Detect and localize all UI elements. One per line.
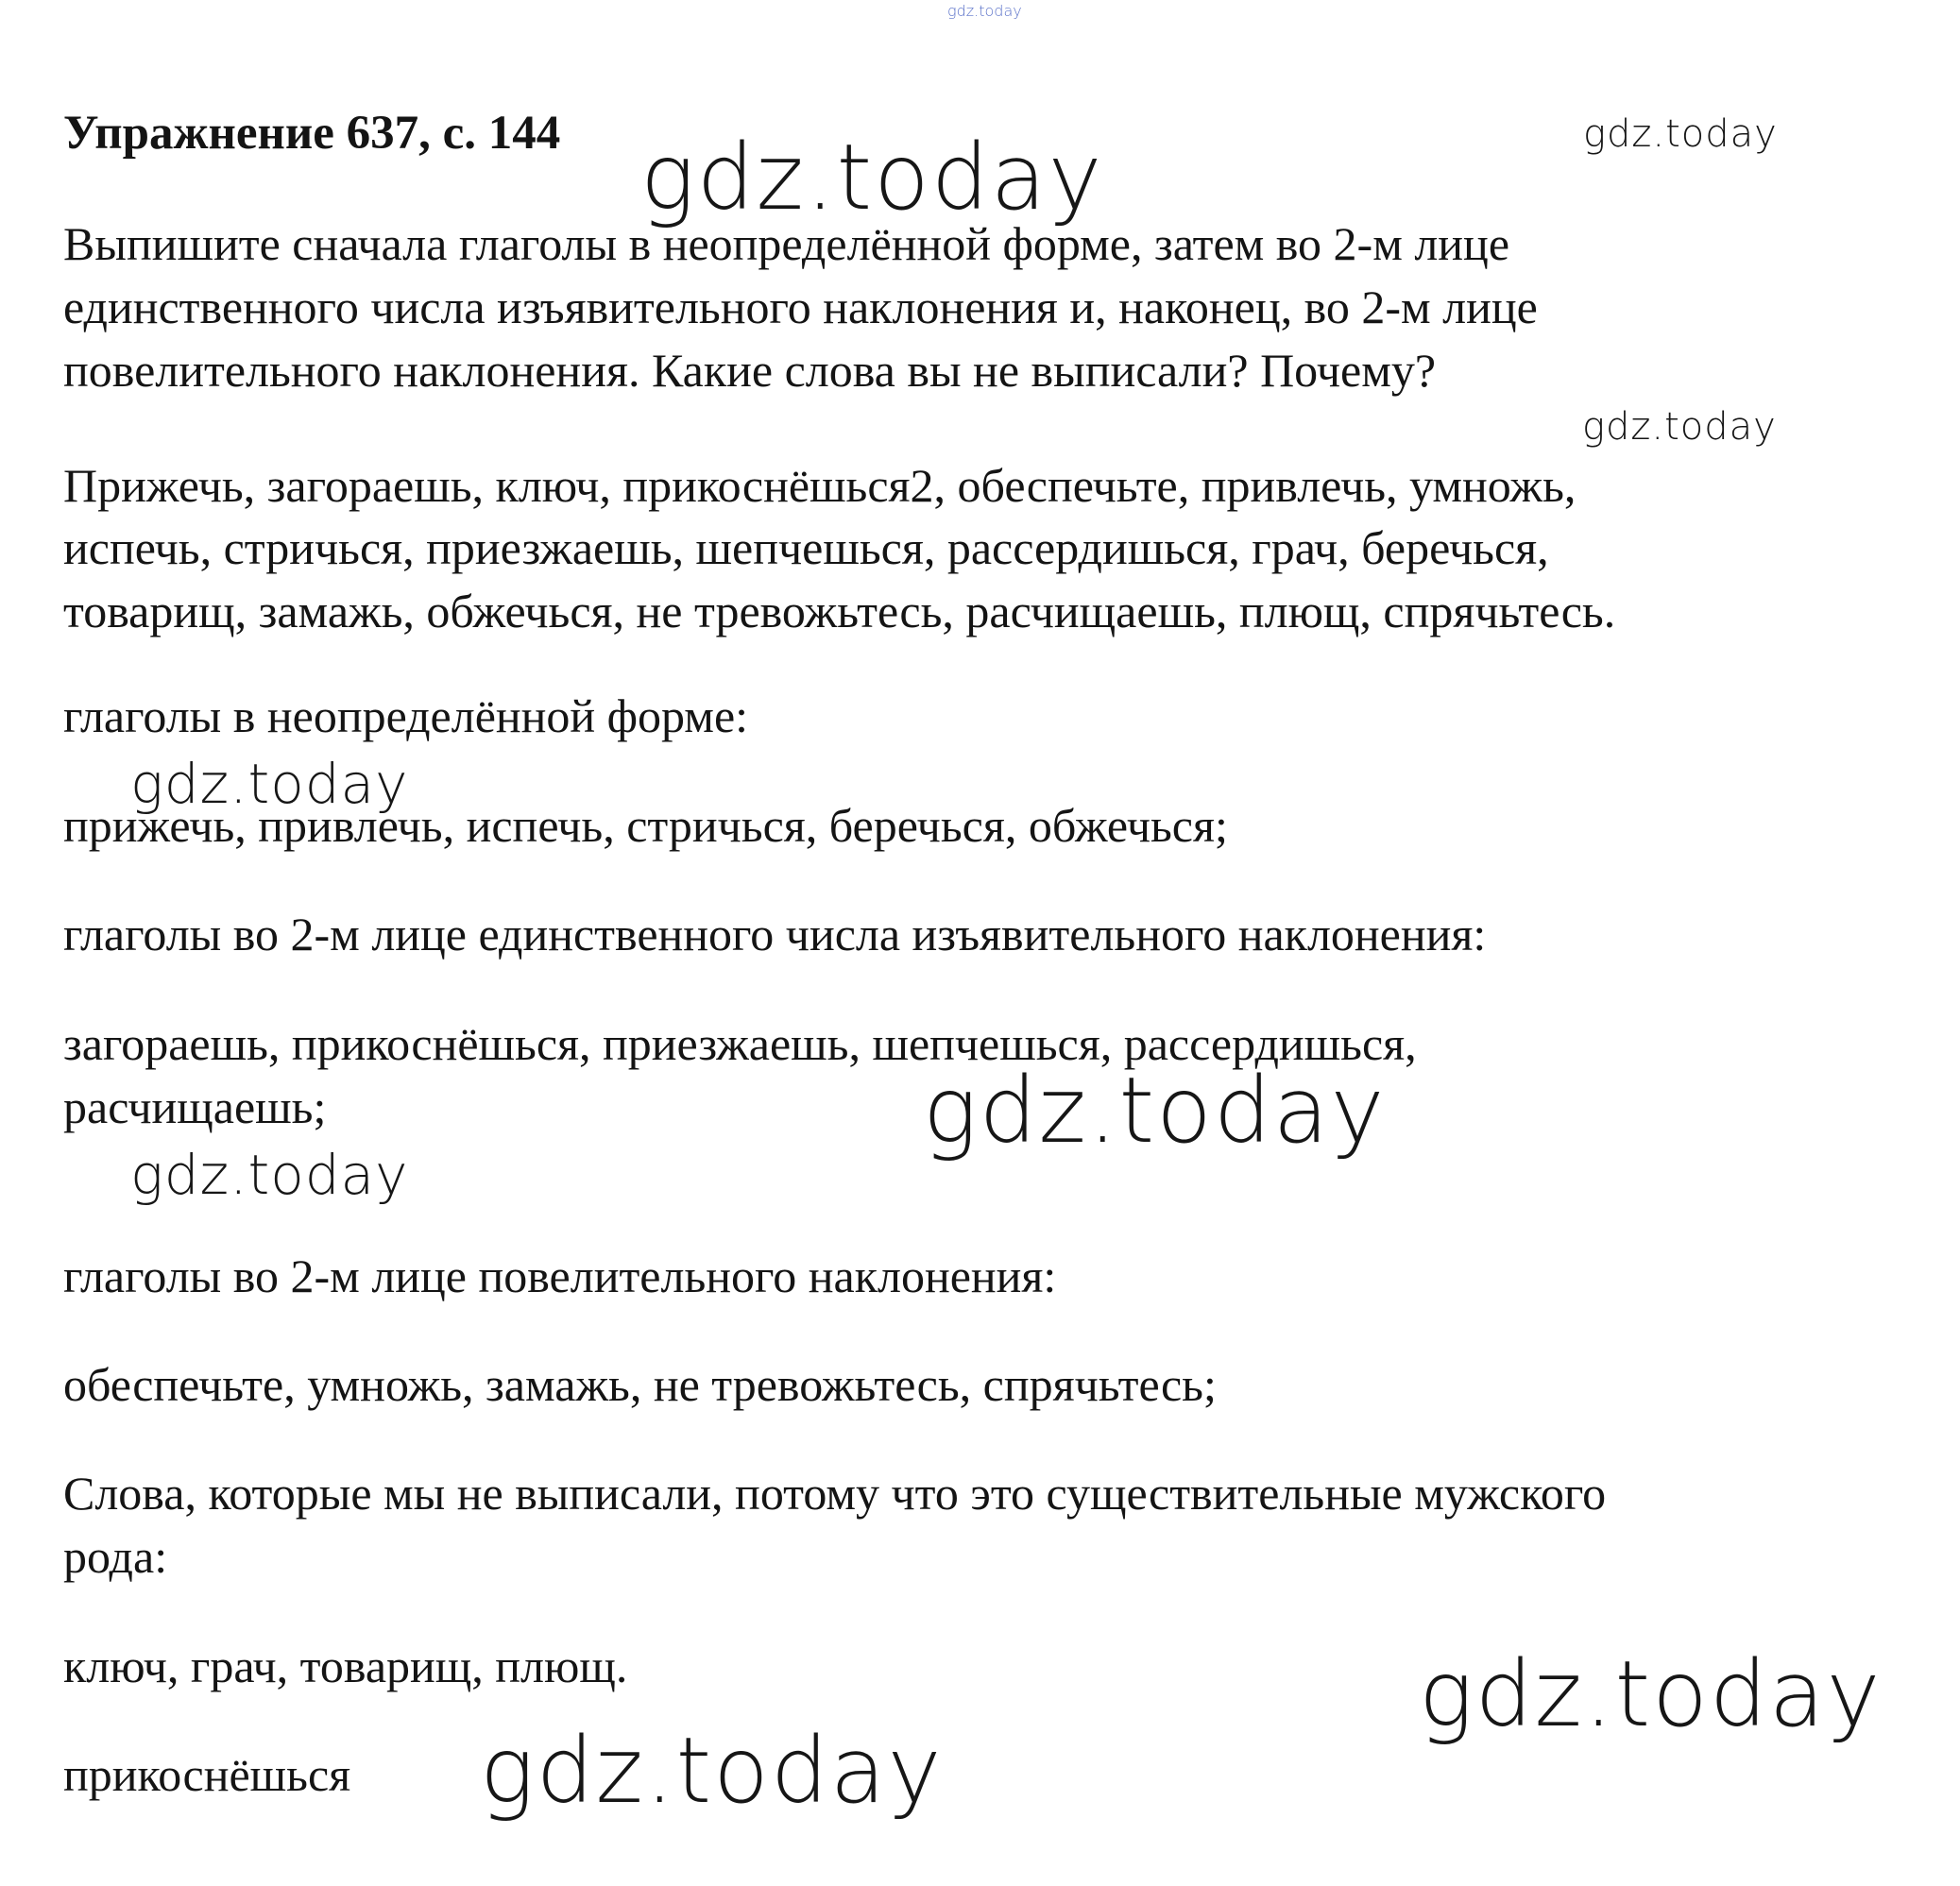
nouns-heading-line-1: Слова, которые мы не выписали, потому что это существительные мужского	[63, 1467, 1607, 1520]
indicative-list-line-2: расчищаешь;	[63, 1080, 327, 1133]
infinitive-heading: глаголы в неопределённой форме:	[63, 689, 749, 742]
nouns-heading-line-2: рода:	[63, 1530, 168, 1583]
watermark-bottom-center: gdz.today	[480, 1718, 944, 1824]
watermark-top-tiny: gdz.today	[947, 2, 1022, 20]
imperative-list: обеспечьте, умножь, замажь, не тревожьтесь, спрячьтесь;	[63, 1358, 1217, 1411]
indicative-list-line-1: загораешь, прикоснёшься, приезжаешь, шепчешься, рассердишься,	[63, 1017, 1417, 1070]
watermark-top-center: gdz.today	[640, 125, 1104, 230]
watermark-left-1: gdz.today	[130, 752, 409, 816]
watermark-center: gdz.today	[923, 1058, 1387, 1164]
watermark-mid-right: gdz.today	[1582, 405, 1777, 449]
watermark-left-2: gdz.today	[130, 1143, 409, 1207]
infinitive-list: прижечь, привлечь, испечь, стричься, беречься, обжечься;	[63, 799, 1228, 852]
exercise-title: Упражнение 637, с. 144	[63, 107, 561, 160]
footnote-word: прикоснёшься	[63, 1748, 351, 1801]
task-line-2: единственного числа изъявительного наклонения и, наконец, во 2-м лице	[63, 280, 1538, 333]
watermark-bottom-right: gdz.today	[1419, 1641, 1883, 1747]
watermark-top-right: gdz.today	[1583, 112, 1778, 156]
indicative-heading: глаголы во 2-м лице единственного числа изъявительного наклонения:	[63, 908, 1487, 960]
nouns-list: ключ, грач, товарищ, плющ.	[63, 1640, 628, 1692]
task-line-1: Выпишите сначала глаголы в неопределённой форме, затем во 2-м лице	[63, 217, 1510, 270]
words-line-2: испечь, стричься, приезжаешь, шепчешься, рассердишься, грач, беречься,	[63, 521, 1549, 574]
words-line-3: товарищ, замажь, обжечься, не тревожьтесь, расчищаешь, плющ, спрячьтесь.	[63, 585, 1616, 637]
task-line-3: повелительного наклонения. Какие слова вы не выписали? Почему?	[63, 344, 1437, 397]
words-line-1: Прижечь, загораешь, ключ, прикоснёшься2, обеспечьте, привлечь, умножь,	[63, 459, 1577, 512]
imperative-heading: глаголы во 2-м лице повелительного наклонения:	[63, 1249, 1057, 1302]
